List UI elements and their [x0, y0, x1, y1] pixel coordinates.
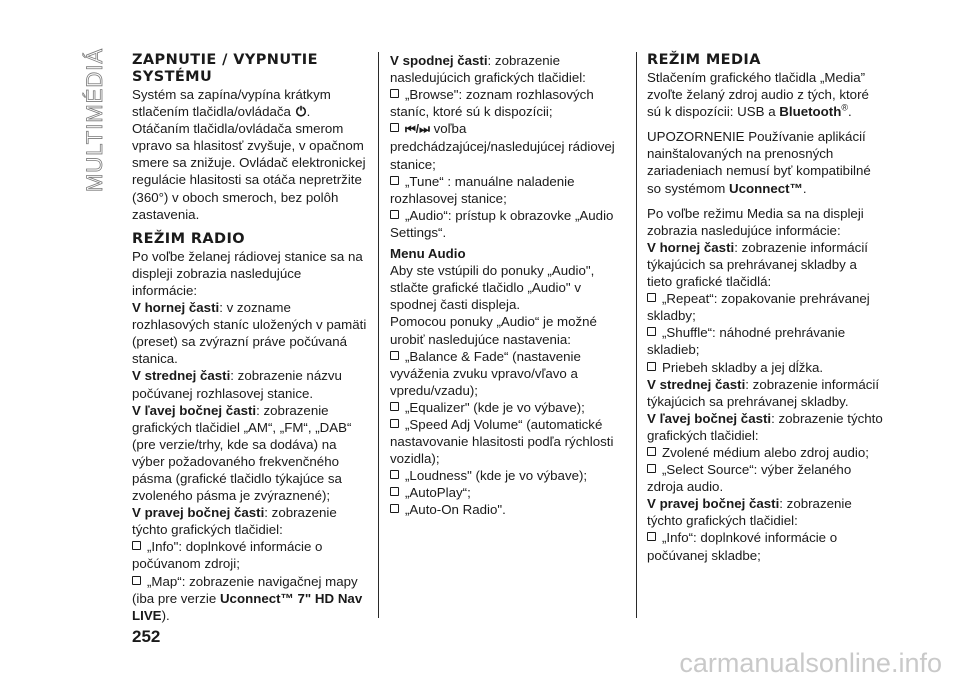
bullet-square-icon	[390, 89, 399, 98]
column-divider	[636, 52, 637, 618]
term: V hornej časti	[647, 239, 735, 255]
column-1	[132, 52, 368, 624]
list-item: „Speed Adj Volume“ (automatické nastavovanie hlasitosti podľa rýchlosti vozidla);	[390, 416, 614, 467]
paragraph: Po voľbe želanej rádiovej stanice sa na displeji zobrazia nasledujúce informácie:	[132, 248, 363, 298]
term: V strednej časti	[647, 376, 746, 392]
term: V spodnej časti	[390, 53, 488, 68]
paragraph: V hornej časti: zobrazenie informácií týkajúcich sa prehrávanej skladby a tieto grafické tlačidlá:	[647, 239, 868, 290]
bullet-square-icon	[390, 351, 399, 360]
list-item: „Shuffle“: náhodné prehrávanie skladieb;	[647, 325, 846, 358]
watermark[interactable]: carmanualsonline.info	[679, 648, 942, 678]
column-divider	[378, 52, 379, 618]
list-item: „Info": doplnkové informácie o počúvanom zdroji;	[132, 539, 323, 572]
bullet-square-icon	[647, 447, 656, 456]
bullet-square-icon	[132, 576, 141, 585]
bullet-square-icon	[647, 327, 656, 336]
bullet-square-icon	[390, 123, 399, 132]
list-item: ⏮/⏭ voľba predchádzajúcej/nasledujúcej rádiovej stanice;	[390, 121, 615, 172]
list-item: „Equalizer" (kde je vo výbave);	[390, 399, 626, 416]
chapter-tab-label: MULTIMÉDIÁ	[82, 47, 108, 193]
list-item: „Loudness" (kde je vo výbave);	[390, 467, 626, 484]
list-item: „Select Source“: výber želaného zdroja audio.	[647, 462, 852, 495]
power-knob-icon	[295, 105, 307, 117]
list-item: Priebeh skladby a jej dĺžka.	[647, 359, 883, 376]
paragraph: V strednej časti: zobrazenie názvu počúvanej rozhlasovej stanice.	[132, 368, 342, 401]
paragraph: V pravej bočnej časti: zobrazenie týchto grafických tlačidiel:	[647, 496, 852, 529]
paragraph: V strednej časti: zobrazenie informácií týkajúcich sa prehrávanej skladby.	[647, 376, 880, 409]
subheading-menu-audio: Menu Audio	[390, 246, 466, 262]
term: V ľavej bočnej časti	[647, 410, 772, 426]
list-item: „Audio“: prístup k obrazovke „Audio Settings“.	[390, 207, 614, 240]
paragraph: V pravej bočnej časti: zobrazenie týchto grafických tlačidiel:	[132, 505, 337, 538]
section-heading-media: REŽIM MEDIA	[647, 52, 761, 68]
paragraph: Aby ste vstúpili do ponuky „Audio", stlačte grafické tlačidlo „Audio" v spodnej časti displeja.	[390, 263, 595, 313]
column-2	[390, 52, 626, 519]
bullet-square-icon	[390, 210, 399, 219]
section-heading-power: ZAPNUTIE / VYPNUTIE SYSTÉMU	[132, 52, 318, 85]
warning-paragraph: UPOZORNENIE Používanie aplikácií nainštalovaných na prenosných zariadeniach nemusí byť kompatibilné so systémom Uconnect™.	[647, 129, 871, 196]
paragraph: V ľavej bočnej časti: zobrazenie týchto grafických tlačidiel:	[647, 410, 883, 443]
chapter-tab	[74, 47, 116, 193]
term: V hornej časti	[132, 300, 220, 316]
bullet-square-icon	[647, 293, 656, 302]
section-heading-radio: REŽIM RADIO	[132, 230, 246, 247]
paragraph: V spodnej časti: zobrazenie nasledujúcich grafických tlačidiel:	[390, 53, 586, 86]
bullet-square-icon	[390, 470, 399, 479]
paragraph: V hornej časti: v zozname rozhlasových staníc uložených v pamäti (preset) sa zvýrazní práve počúvaná stanica.	[132, 300, 367, 367]
paragraph: V ľavej bočnej časti: zobrazenie grafických tlačidiel „AM“, „FM“, „DAB“ (pre verzie/trhy, kde sa dodáva) na výber požadovaného frekvenčného pásma (grafické tlačidlo týkajúce sa zvoleného pásma je zvýraznené);	[132, 402, 352, 504]
term: V strednej časti	[132, 368, 231, 384]
list-item: „Auto-On Radio".	[390, 501, 626, 518]
bullet-square-icon	[390, 487, 399, 496]
list-item: „Browse": zoznam rozhlasových staníc, ktoré sú k dispozícii;	[390, 87, 594, 120]
paragraph: Pomocou ponuky „Audio“ je možné urobiť nasledujúce nastavenia:	[390, 314, 597, 347]
list-item: „Tune“ : manuálne naladenie rozhlasovej stanice;	[390, 173, 575, 206]
list-item: „Balance & Fade“ (nastavenie vyváženia zvuku vpravo/vľavo a vpredu/vzadu);	[390, 348, 581, 398]
bullet-square-icon	[132, 541, 141, 550]
list-item: „Info“: doplnkové informácie o počúvanej skladbe;	[647, 530, 838, 563]
bullet-square-icon	[647, 464, 656, 473]
paragraph: Otáčaním tlačidla/ovládača smerom vpravo sa hlasitosť zvyšuje, v opačnom smere sa znižuje. Ovládač elektronickej regulácie hlasitosti sa otáča nepretržite (360°) v oboch smeroch, bez polôh zastavenia.	[132, 121, 366, 222]
term: V pravej bočnej časti	[132, 505, 265, 521]
list-item: Zvolené médium alebo zdroj audio;	[647, 444, 883, 461]
term: V ľavej bočnej časti	[132, 402, 257, 418]
bullet-square-icon	[390, 419, 399, 428]
term: V pravej bočnej časti	[647, 496, 780, 512]
list-item: „Repeat“: zopakovanie prehrávanej skladby;	[647, 291, 870, 324]
paragraph: Po voľbe režimu Media sa na displeji zobrazia nasledujúce informácie:	[647, 205, 864, 238]
prev-next-icon: ⏮/⏭	[405, 122, 430, 137]
page-number: 252	[132, 627, 161, 646]
bullet-square-icon	[647, 362, 656, 371]
bullet-square-icon	[647, 532, 656, 541]
list-item: „AutoPlay“;	[390, 484, 626, 501]
bullet-square-icon	[390, 402, 399, 411]
paragraph: Systém sa zapína/vypína krátkym stlačením tlačidla/ovládača .	[132, 87, 331, 120]
column-3	[647, 52, 883, 564]
bullet-square-icon	[390, 176, 399, 185]
list-item: „Map“: zobrazenie navigačnej mapy (iba pre verzie Uconnect™ 7" HD Nav LIVE).	[132, 573, 363, 623]
bullet-square-icon	[390, 504, 399, 513]
paragraph: Stlačením grafického tlačidla „Media” zvoľte želaný zdroj audio z tých, ktoré sú k dispozícii: USB a Bluetooth®.	[647, 70, 869, 120]
